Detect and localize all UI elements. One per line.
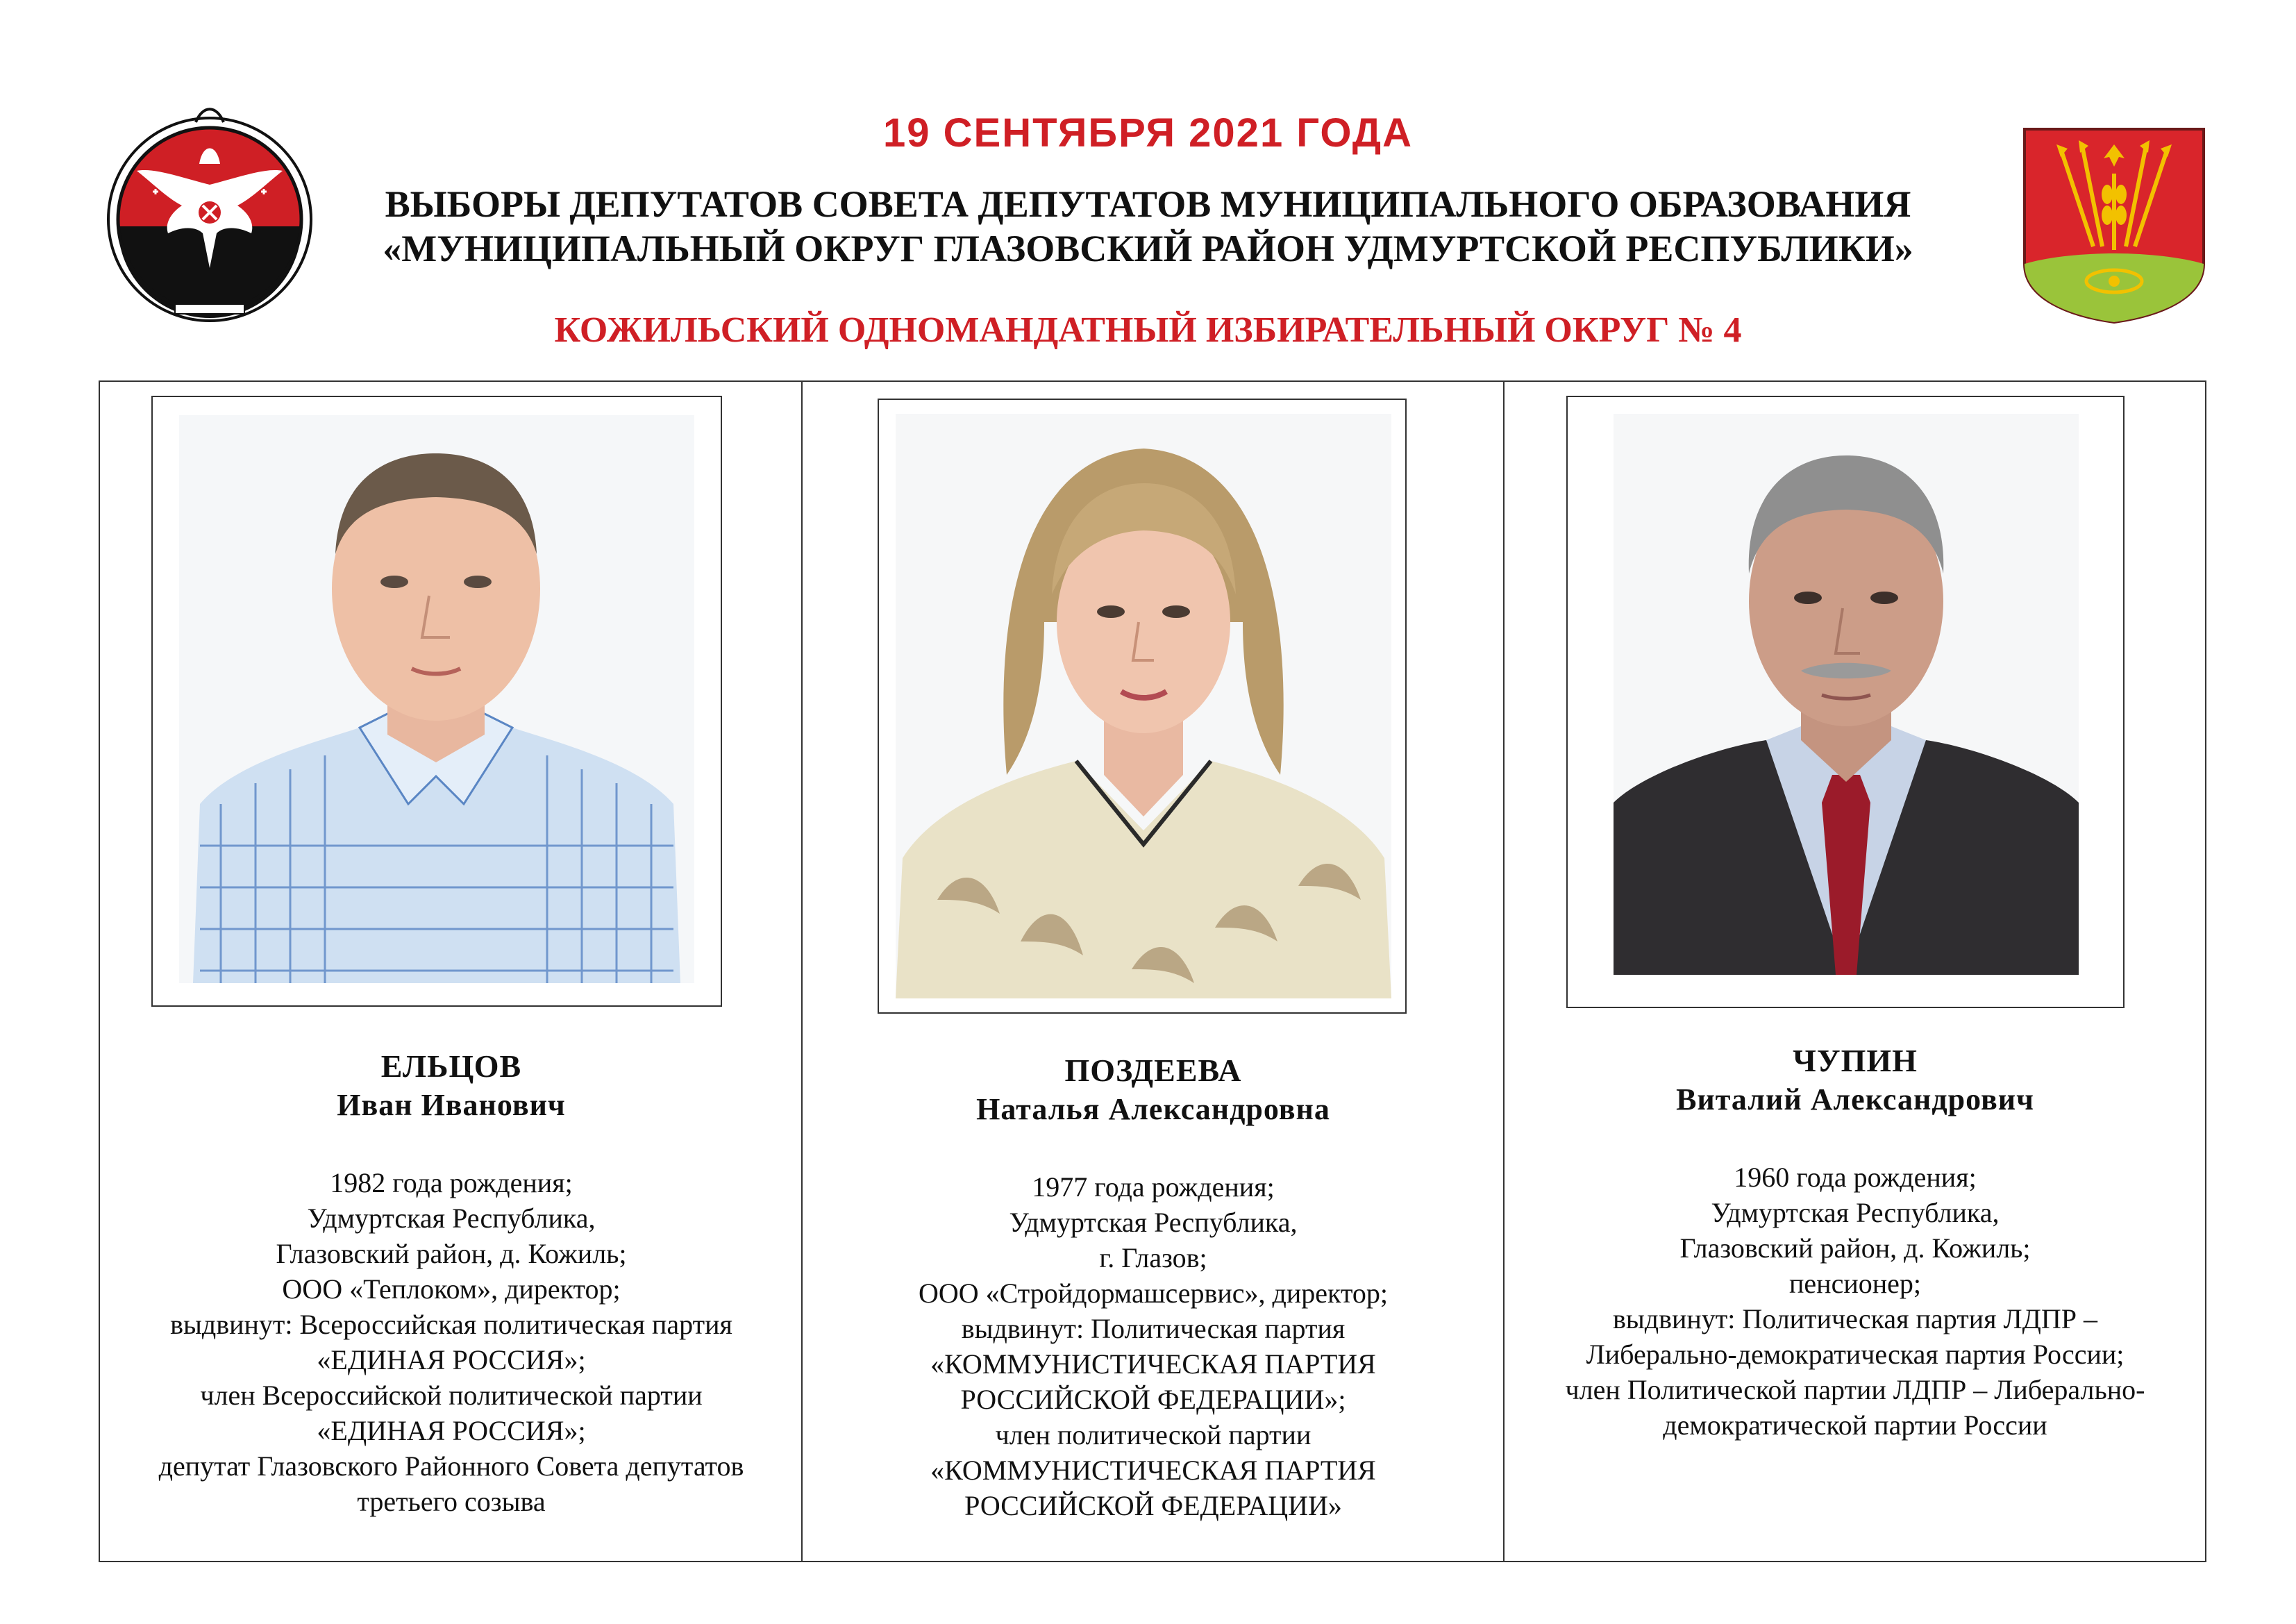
bio-line: 1982 года рождения; — [330, 1167, 573, 1198]
bio-line: «ЕДИНАЯ РОССИЯ»; — [317, 1344, 586, 1375]
electoral-district: КОЖИЛЬСКИЙ ОДНОМАНДАТНЫЙ ИЗБИРАТЕЛЬНЫЙ ОКРУГ № 4 — [554, 310, 1742, 350]
election-title — [0, 182, 2296, 271]
bio-line: ООО «Теплоком», директор; — [282, 1273, 621, 1305]
bio-line: Удмуртская Республика, — [307, 1203, 596, 1234]
bio-line: третьего созыва — [357, 1486, 546, 1517]
bio-line: ООО «Стройдормашсервис», директор; — [918, 1278, 1389, 1309]
bio-line: 1977 года рождения; — [1032, 1171, 1275, 1203]
bio-line: 1960 года рождения; — [1734, 1162, 1977, 1193]
candidate-given-name: Виталий Александрович — [1676, 1082, 2034, 1116]
candidate-bio — [1505, 1160, 2206, 1443]
bio-line: «ЕДИНАЯ РОССИЯ»; — [317, 1415, 586, 1446]
candidate-photo-frame — [151, 396, 722, 1007]
bio-line: «КОММУНИСТИЧЕСКАЯ ПАРТИЯ — [930, 1348, 1376, 1380]
bio-line: РОССИЙСКОЙ ФЕДЕРАЦИИ» — [964, 1490, 1342, 1521]
candidate-bio — [803, 1169, 1504, 1523]
bio-line: член Всероссийской политической партии — [200, 1380, 703, 1411]
election-title-line1: ВЫБОРЫ ДЕПУТАТОВ СОВЕТА ДЕПУТАТОВ МУНИЦИПАЛЬНОГО ОБРАЗОВАНИЯ — [385, 183, 1911, 225]
bio-line: Удмуртская Республика, — [1009, 1207, 1298, 1238]
election-title-line2: «МУНИЦИПАЛЬНЫЙ ОКРУГ ГЛАЗОВСКИЙ РАЙОН УДМУРТСКОЙ РЕСПУБЛИКИ» — [383, 228, 1913, 269]
candidate-surname: ЧУПИН — [1793, 1043, 1918, 1078]
candidate-given-name: Иван Иванович — [337, 1088, 566, 1122]
bio-line: Глазовский район, д. Кожиль; — [276, 1238, 627, 1269]
candidate-photo-frame — [878, 399, 1407, 1014]
candidate-card — [803, 1051, 1504, 1523]
election-date: 19 СЕНТЯБРЯ 2021 ГОДА — [883, 110, 1413, 156]
bio-line: Удмуртская Республика, — [1711, 1197, 2000, 1228]
candidate-card — [1505, 1041, 2206, 1443]
bio-line: член политической партии — [995, 1419, 1312, 1450]
bio-line: пенсионер; — [1789, 1268, 1921, 1299]
candidate-photo — [896, 414, 1391, 998]
bio-line: Глазовский район, д. Кожиль; — [1679, 1232, 2031, 1264]
bio-line: депутат Глазовского Районного Совета депутатов — [158, 1450, 744, 1482]
bio-line: выдвинут: Политическая партия — [961, 1313, 1346, 1344]
candidate-given-name: Наталья Александровна — [976, 1092, 1330, 1126]
candidate-card — [101, 1047, 802, 1519]
candidate-photo-frame — [1566, 396, 2125, 1008]
bio-line: демократической партии России — [1663, 1409, 2047, 1441]
bio-line: выдвинут: Политическая партия ЛДПР – — [1612, 1303, 2098, 1334]
bio-line: Либерально-демократическая партия России; — [1586, 1339, 2125, 1370]
bio-line: член Политической партии ЛДПР – Либерально- — [1565, 1374, 2145, 1405]
bio-line: РОССИЙСКОЙ ФЕДЕРАЦИИ»; — [960, 1384, 1346, 1415]
bio-line: выдвинут: Всероссийская политическая партия — [170, 1309, 732, 1340]
candidate-surname: ЕЛЬЦОВ — [380, 1048, 522, 1084]
candidate-surname: ПОЗДЕЕВА — [1064, 1053, 1242, 1088]
candidate-bio — [101, 1165, 802, 1519]
candidate-photo — [1614, 414, 2079, 975]
bio-line: г. Глазов; — [1099, 1242, 1207, 1273]
candidate-photo — [179, 415, 694, 983]
bio-line: «КОММУНИСТИЧЕСКАЯ ПАРТИЯ — [930, 1455, 1376, 1486]
